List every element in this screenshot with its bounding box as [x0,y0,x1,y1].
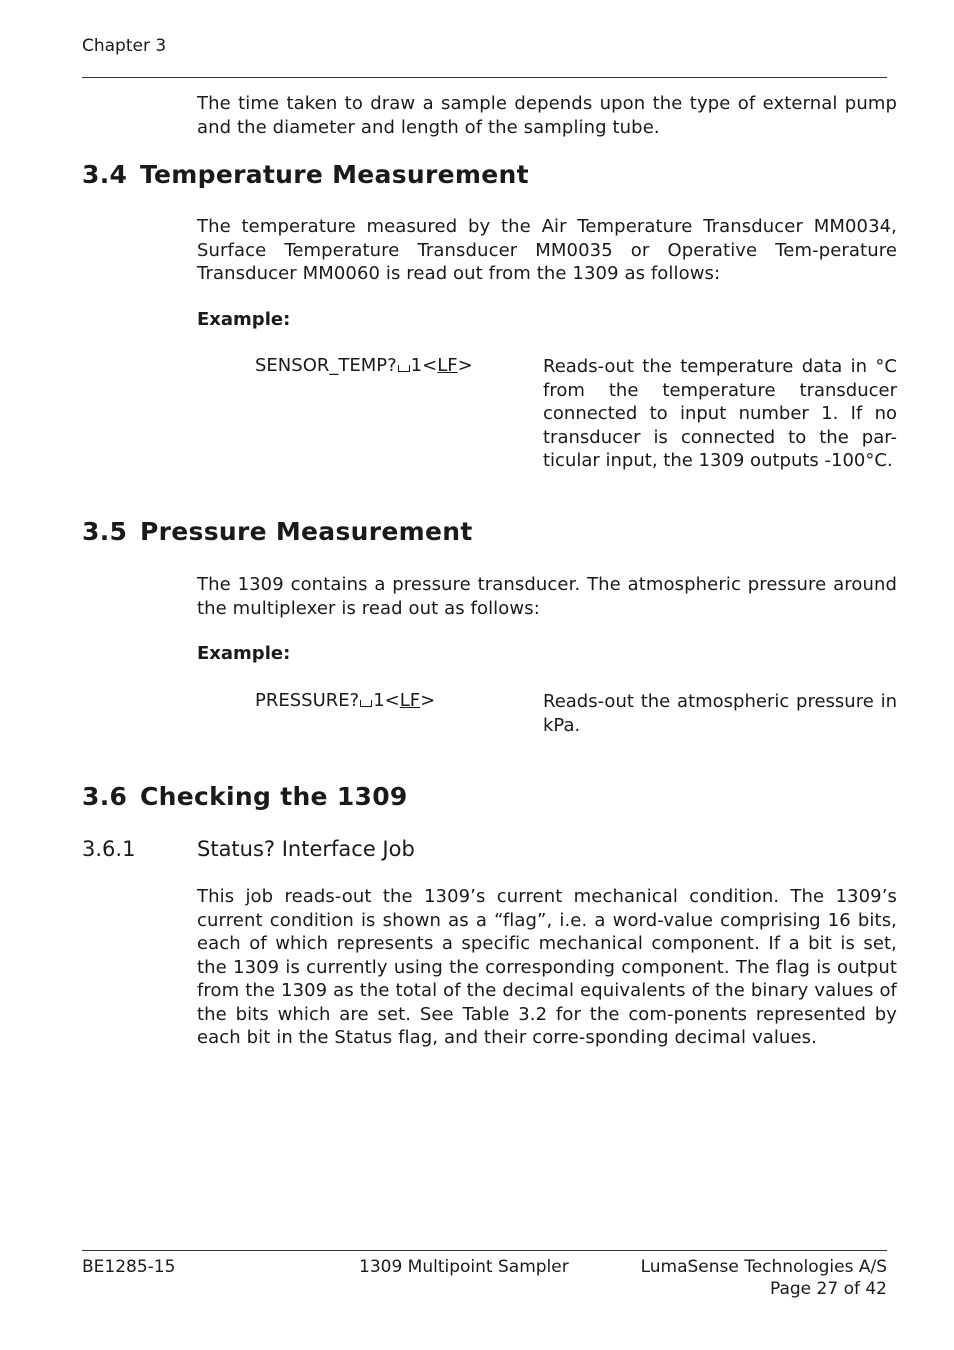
section-title: Temperature Measurement [140,160,529,189]
subsection-paragraph: This job reads-out the 1309’s current mechanical condition. The 1309’s current condition is shown as a “flag”, i.e. a word-value comprising 16 bits, each of which represents a specific mechanical component. If a bit is set, the 1309 is currently using the corresponding component. The flag is output from the 1309 as the total of the decimal equivalents of the binary values of the bits which are set. See Table 3.2 for the com-ponents represented by each bit in the Status flag, and their corre-sponding decimal values. [197,886,897,1048]
command-pressure [255,690,435,711]
section-number: 3.6 [82,782,128,811]
footer-doc-id: BE1285-15 [82,1257,176,1277]
example-label: Example: [197,643,291,664]
command-arg: 1< [373,690,400,711]
example-label: Example: [197,309,291,330]
command-description: Reads-out the temperature data in °C from the temperature transducer connected to input number 1. If no transducer is connected to the par-ticular input, the 1309 outputs -100°C. [543,356,897,471]
intro-paragraph: The time taken to draw a sample depends upon the type of external pump and the diameter and length of the sampling tube. [197,93,897,138]
section-3-4-paragraph: The temperature measured by the Air Temperature Transducer MM0034, Surface Temperature Transducer MM0035 or Operative Tem-perature Transducer MM0060 is read out from the 1309 as follows: [197,216,897,284]
space-symbol-icon [398,365,410,372]
section-number: 3.4 [82,160,128,189]
section-heading-3-4 [82,160,529,189]
command-name: PRESSURE? [255,690,360,711]
section-number: 3.5 [82,517,128,546]
command-close: > [420,690,436,711]
footer-page-number: Page 27 of 42 [769,1279,887,1299]
section-title: Checking the 1309 [140,782,408,811]
command-close: > [457,355,473,376]
section-heading-3-5 [82,517,473,546]
command-name: SENSOR_TEMP? [255,355,397,376]
section-3-5-paragraph: The 1309 contains a pressure transducer. The atmospheric pressure around the multiplexer is read out as follows: [197,574,897,619]
footer-right [641,1256,887,1300]
space-symbol-icon [360,700,372,707]
command-arg: 1< [410,355,438,376]
footer-rule [82,1250,887,1251]
running-header: Chapter 3 [82,36,167,56]
section-heading-3-6 [82,782,408,811]
subsection-title: Status? Interface Job [197,837,415,861]
section-title: Pressure Measurement [140,517,473,546]
footer-product: 1309 Multipoint Sampler [359,1257,569,1277]
header-rule [82,77,887,78]
footer-company: LumaSense Technologies A/S [640,1257,887,1277]
line-feed-token: LF [437,355,458,376]
subsection-number: 3.6.1 [82,837,136,861]
command-description: Reads-out the atmospheric pressure in kPa. [543,691,897,736]
command-sensor-temp [255,355,473,376]
line-feed-token: LF [399,690,421,711]
subsection-heading-3-6-1 [82,837,415,861]
